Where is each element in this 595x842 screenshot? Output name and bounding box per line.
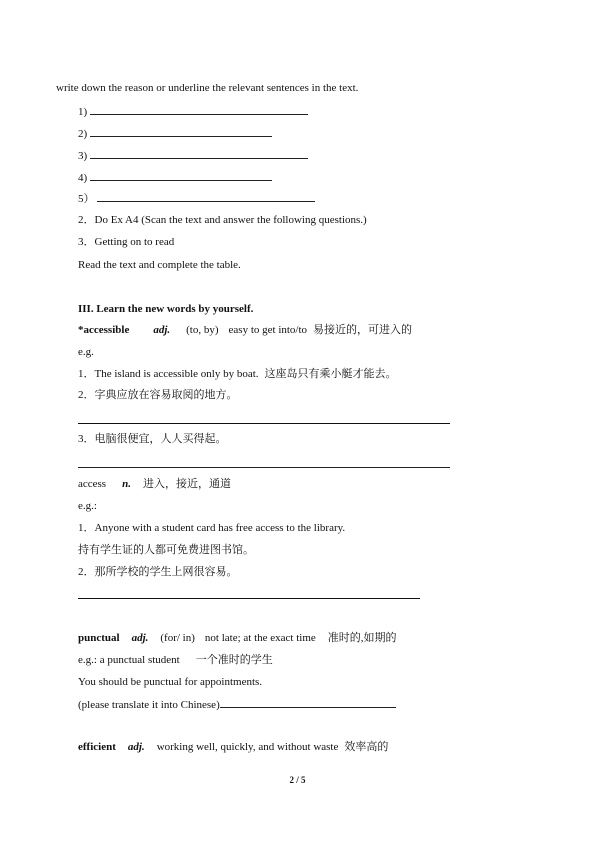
answer-line-1	[78, 104, 308, 119]
answer-line[interactable]	[78, 598, 420, 599]
translation-prompt: 2．字典应放在容易取阅的地方。	[78, 389, 238, 401]
translation-prompt: 3．电脑很便宜，人人买得起。	[78, 433, 227, 445]
chinese-gloss: 效率高的	[344, 741, 389, 753]
entry-accessible	[78, 323, 412, 337]
headword: access	[78, 478, 107, 490]
definition: easy to get into/to	[228, 324, 308, 336]
step-3-description: Read the text and complete the table.	[78, 259, 241, 271]
example-chinese: 一个准时的学生	[195, 654, 273, 666]
answer-number: 1)	[78, 106, 88, 118]
answer-line[interactable]	[78, 423, 450, 424]
example-sentence: 1．Anyone with a student card has free access to the library.	[78, 522, 346, 534]
answer-line-4	[78, 170, 272, 185]
answer-line[interactable]	[78, 467, 450, 468]
answer-line-2	[78, 126, 272, 141]
answer-number: 5）	[78, 193, 95, 205]
example-sentence: You should be punctual for appointments.	[78, 676, 263, 688]
prepositions: (to, by)	[186, 324, 219, 336]
example-label: e.g.	[78, 346, 94, 358]
headword: punctual	[78, 632, 120, 644]
example-english: 1．The island is accessible only by boat.	[78, 368, 259, 380]
example-sentence	[78, 367, 397, 381]
entry-access	[78, 477, 231, 491]
intro-text: write down the reason or underline the relevant sentences in the text.	[56, 82, 359, 94]
page-number: 2 / 5	[289, 775, 306, 785]
answer-line-5	[78, 191, 315, 206]
answer-number: 3)	[78, 150, 88, 162]
step-2: 2．Do Ex A4 (Scan the text and answer the following questions.)	[78, 214, 367, 226]
translation-instruction	[78, 697, 396, 712]
entry-efficient	[78, 740, 388, 754]
translation-prompt: 2．那所学校的学生上网很容易。	[78, 566, 238, 578]
chinese-gloss: 准时的,如期的	[327, 632, 397, 644]
part-of-speech: adj.	[153, 324, 171, 336]
answer-number: 2)	[78, 128, 88, 140]
blank-line[interactable]	[220, 697, 396, 708]
section-heading: III. Learn the new words by yourself.	[78, 303, 254, 315]
part-of-speech: adj.	[127, 741, 145, 753]
definition: not late; at the exact time	[204, 632, 316, 644]
blank-line[interactable]	[90, 170, 272, 181]
chinese-gloss: 易接近的，可进入的	[313, 324, 413, 336]
chinese-gloss: 进入，接近，通道	[142, 478, 231, 490]
entry-punctual	[78, 631, 397, 645]
blank-line[interactable]	[90, 104, 308, 115]
definition: working well, quickly, and without waste	[156, 741, 339, 753]
answer-number: 4)	[78, 172, 88, 184]
part-of-speech: adj.	[131, 632, 149, 644]
example-chinese: 这座岛只有乘小艇才能去。	[264, 368, 397, 380]
blank-line[interactable]	[90, 126, 272, 137]
headword: *accessible	[78, 324, 130, 336]
step-3: 3．Getting on to read	[78, 236, 175, 248]
example-line	[78, 653, 273, 667]
example-label: e.g.:	[78, 500, 97, 512]
example-chinese: 持有学生证的人都可免费进图书馆。	[78, 544, 254, 556]
answer-line-3	[78, 148, 308, 163]
prepositions: (for/ in)	[160, 632, 195, 644]
blank-line[interactable]	[97, 191, 315, 202]
example-english: e.g.: a punctual student	[78, 654, 180, 666]
headword: efficient	[78, 741, 116, 753]
instruction-text: (please translate it into Chinese)	[78, 699, 220, 711]
part-of-speech: n.	[122, 478, 131, 490]
blank-line[interactable]	[90, 148, 308, 159]
